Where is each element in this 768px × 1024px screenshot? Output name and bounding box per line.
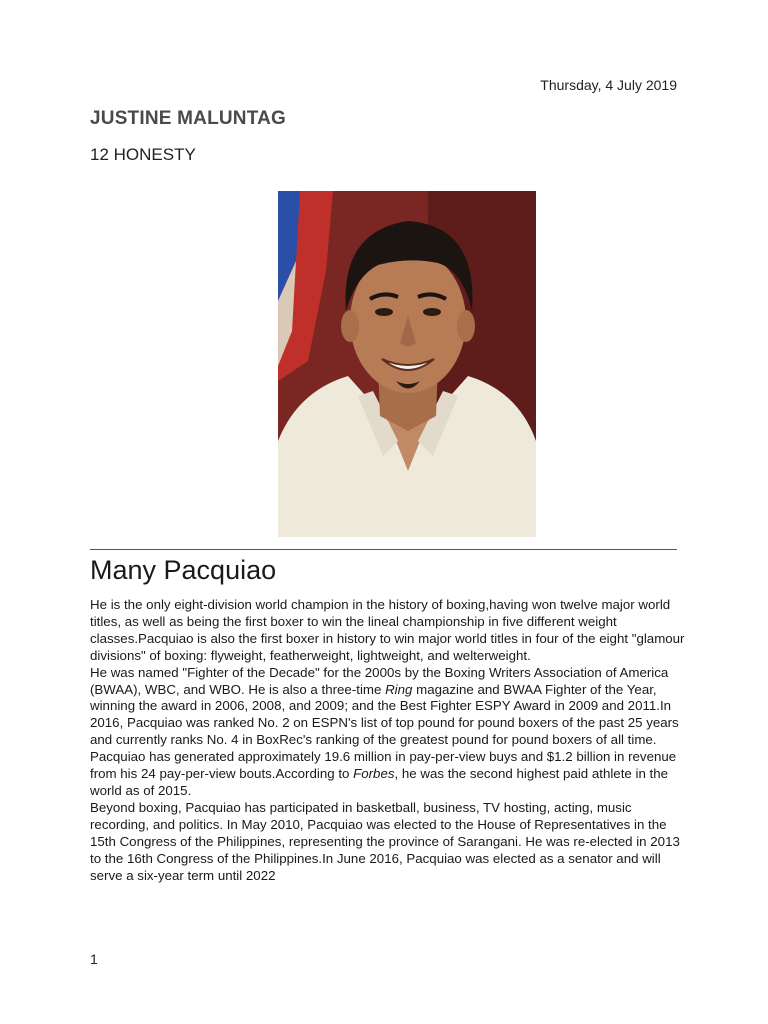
page-number: 1	[90, 951, 98, 967]
section-divider	[90, 549, 677, 550]
body-paragraph	[90, 665, 690, 750]
italic-text: Ring	[385, 681, 413, 697]
author-name: JUSTINE MALUNTAG	[90, 108, 287, 129]
body-paragraph	[90, 749, 690, 800]
class-section: 12 HONESTY	[90, 145, 196, 164]
paragraph-text: , he was the second highest paid athlete in the world as of 2015.	[90, 766, 669, 798]
body-paragraph	[90, 800, 690, 885]
paragraph-text: He is the only eight-division world champion in the history of boxing,having won twelve major world titles, as well as being the first boxer to win the lineal championship in five different weight classes.Pacquiao is also the first boxer in history to win major world titles in four of the eight "glamour divisions" of boxing: flyweight, featherweight, lightweight, and welterweight.	[90, 597, 685, 663]
body-paragraph	[90, 597, 690, 665]
paragraph-text: He was named "Fighter of the Decade" for the 2000s by the Boxing Writers Association of America (BWAA), WBC, and WBO. He is also a three-time	[90, 664, 669, 697]
portrait-photo	[278, 191, 536, 537]
italic-text: Forbes	[353, 766, 395, 782]
paragraph-text: magazine and BWAA Fighter of the Year, winning the award in 2006, 2008, and 2009; and the Best Fighter ESPY Award in 2009 and 2011.In 2016, Pacquiao was ranked No. 2 on ESPN's list of top pound for pound boxers of the past 25 years and currently ranks No. 4 in BoxRec's ranking of the greatest pound for pound boxers of all time.	[90, 681, 679, 748]
paragraph-text: Pacquiao has generated approximately 19.6 million in pay-per-view buys and $1.2 billion in revenue from his 24 pay-per-view bouts.According to	[90, 749, 677, 782]
document-date: Thursday, 4 July 2019	[540, 77, 677, 93]
article-heading: Many Pacquiao	[90, 555, 277, 585]
article-body	[90, 597, 690, 884]
paragraph-text: Beyond boxing, Pacquiao has participated in basketball, business, TV hosting, acting, music recording, and politics. In May 2010, Pacquiao was elected to the House of Representatives in the 15th Congress of the Philippines, representing the province of Sarangani. He was re-elected in 2013 to the 16th Congress of the Philippines.In June 2016, Pacquiao was elected as a senator and will serve a six-year term until 2022	[90, 799, 680, 883]
